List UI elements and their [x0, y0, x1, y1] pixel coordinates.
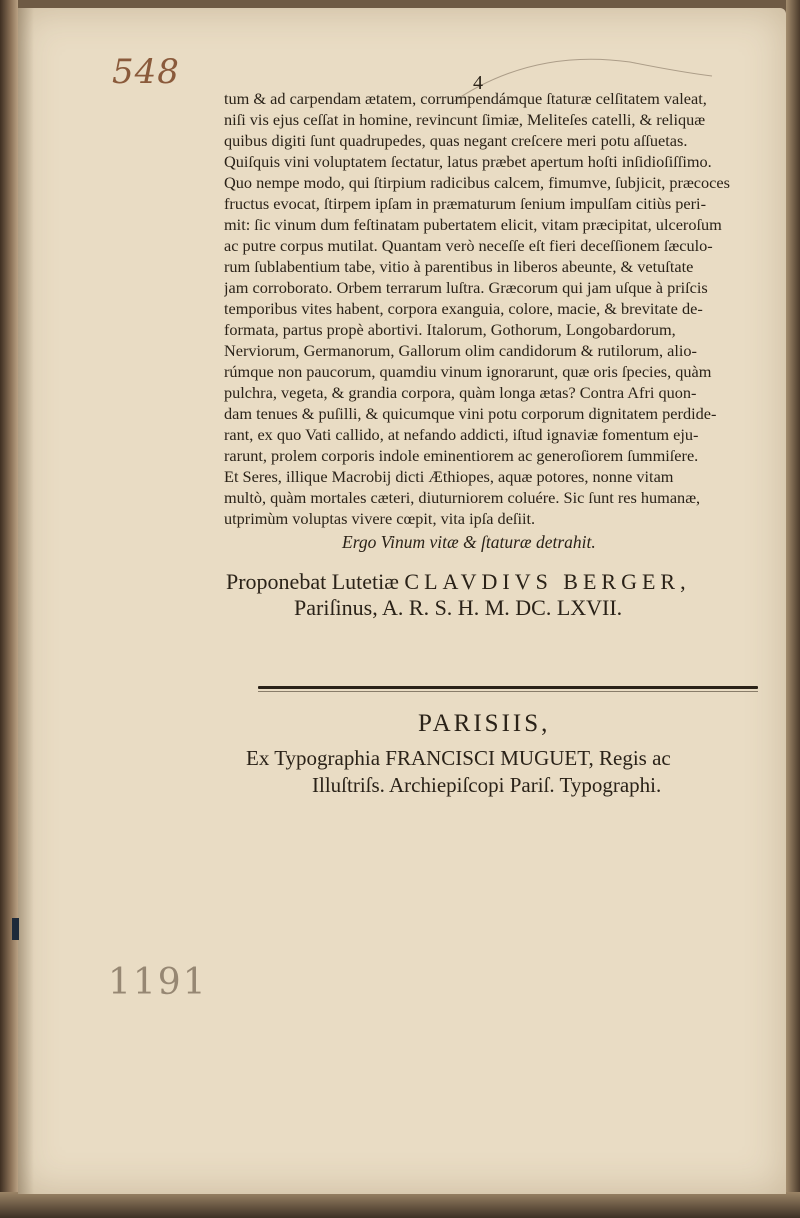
text-line: quibus digiti ſunt quadrupedes, quas negant creſcere meri potu aſſuetas.: [224, 131, 688, 150]
text-line: Et Seres, illique Macrobij dicti Æthiopes, aquæ potores, nonne vitam: [224, 467, 674, 486]
handwritten-folio-number: 548: [112, 52, 180, 92]
text-line: rarunt, prolem corporis indole eminentiorem ac generoſiorem ſummiſere.: [224, 446, 699, 465]
page-number: 4: [473, 72, 483, 94]
respondent-line: [226, 569, 776, 595]
text-line: rum ſublabentium tabe, vitio à parentibus in liberos abeunte, & vetuſtate: [224, 257, 694, 276]
bookmark-tab: [12, 918, 19, 940]
respondent-name: CLAVDIVS BERGER,: [404, 569, 691, 594]
text-line: niſi vis ejus ceſſat in homine, revincunt ſimiæ, Meliteſes catelli, & reliquæ: [224, 110, 706, 129]
imprint-printer-line: Ex Typographia FRANCISCI MUGUET, Regis ac: [246, 746, 671, 770]
respondent-statement: [226, 569, 776, 621]
book-binding-edge: [0, 0, 18, 1218]
handwritten-shelfmark: 1191: [108, 962, 208, 1003]
text-line: jam corroborato. Orbem terrarum luſtra. Græcorum qui jam uſque à priſcis: [224, 278, 708, 297]
page-edge-right: [786, 0, 800, 1218]
imprint-text: [246, 745, 776, 799]
text-line: ac putre corpus mutilat. Quantam verò neceſſe eſt fieri deceſſionem ſæculo-: [224, 236, 713, 255]
text-line: tum & ad carpendam ætatem, corrumpendámque ſtaturæ celſitatem valeat,: [224, 89, 707, 108]
page-gutter-shadow: [18, 8, 34, 1194]
page-edge-bottom: [0, 1192, 800, 1218]
text-line: temporibus vites habent, corpora exanguia, colore, macie, & brevitate de-: [224, 299, 703, 318]
text-line: mit: ſic vinum dum feſtinatam pubertatem elicit, vitam præcipitat, ulceroſum: [224, 215, 722, 234]
respondent-origin-date: Pariſinus, A. R. S. H. M. DC. LXVII.: [294, 595, 623, 620]
body-text: [224, 88, 770, 529]
text-line: Quo nempe modo, qui ſtirpium radicibus calcem, fimumve, ſubjicit, præcoces: [224, 173, 730, 192]
text-line: rant, ex quo Vati callido, at nefando addicti, iſtud ignaviæ fomentum eju-: [224, 425, 699, 444]
text-line: rúmque non paucorum, quamdiu vinum ignorarunt, quæ oris ſpecies, quàm: [224, 362, 712, 381]
thesis-conclusion: Ergo Vinum vitæ & ſtaturæ detrahit.: [342, 532, 596, 552]
divider-rule-thin: [258, 691, 758, 692]
text-line: Quiſquis vini voluptatem ſectatur, latus præbet apertum hoſti inſidioſiſſimo.: [224, 152, 712, 171]
text-line: dam tenues & puſilli, & quicumque vini potu corporum dignitatem perdide-: [224, 404, 717, 423]
text-line: utprimùm voluptas vivere cœpit, vita ipſa deſiit.: [224, 509, 536, 528]
text-line: pulchra, vegeta, & grandia corpora, quàm longa ætas? Contra Afri quon-: [224, 383, 697, 402]
text-line: Nerviorum, Germanorum, Gallorum olim candidorum & rutilorum, alio-: [224, 341, 697, 360]
text-line: multò, quàm mortales cæteri, diuturniorem coluére. Sic ſunt res humanæ,: [224, 488, 701, 507]
imprint-place: PARISIIS,: [418, 710, 551, 737]
imprint-title-line: Illuſtriſs. Archiepiſcopi Pariſ. Typographi.: [312, 773, 662, 797]
text-line: formata, partus propè abortivi. Italorum, Gothorum, Longobardorum,: [224, 320, 676, 339]
text-line: fructus evocat, ſtirpem ipſam in præmaturum ſenium impulſam citiùs peri-: [224, 194, 706, 213]
respondent-prefix: Proponebat Lutetiæ: [226, 569, 399, 594]
divider-rule: [258, 686, 758, 689]
